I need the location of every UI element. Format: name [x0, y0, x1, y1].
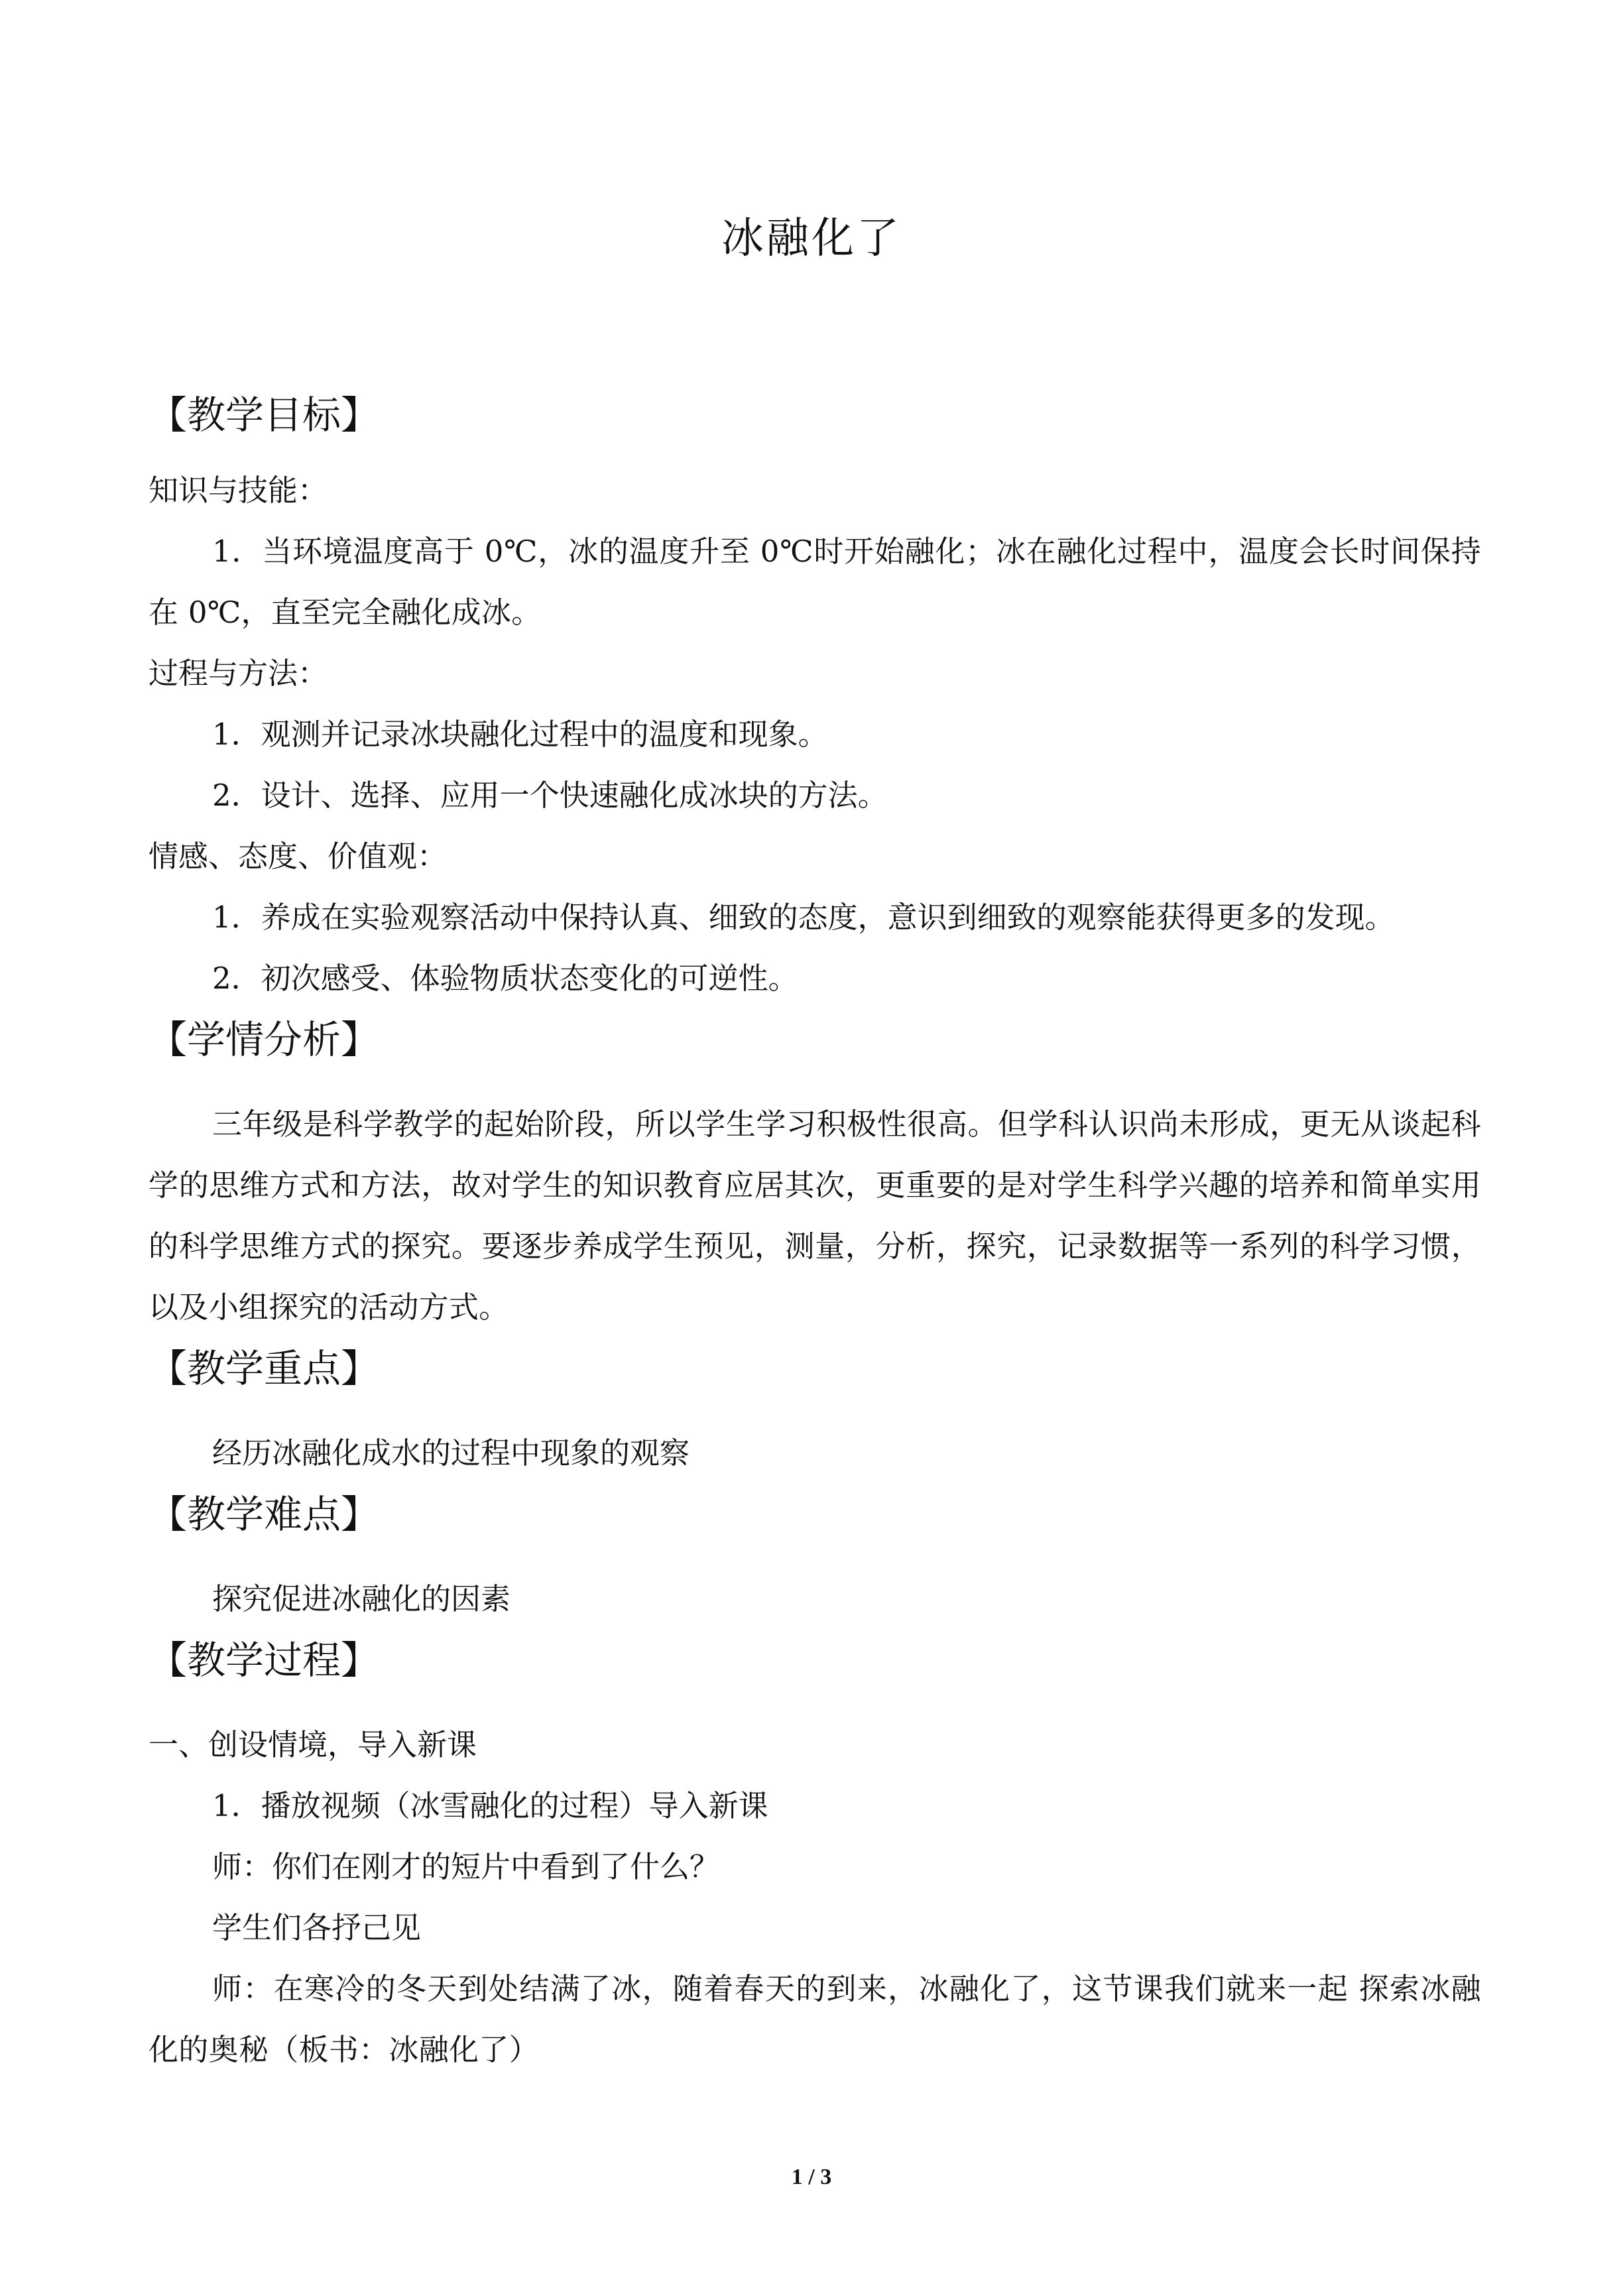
emotion-item-1: 1．养成在实验观察活动中保持认真、细致的态度，意识到细致的观察能获得更多的发现。	[212, 900, 1395, 935]
knowledge-item-1: 1．当环境温度高于 0℃，冰的温度升至 0℃时开始融化；冰在融化过程中，温度会长时间保持在 0℃，直至完全融化成冰。	[149, 534, 1481, 630]
page-number: 1 / 3	[791, 2165, 832, 2189]
document-body	[149, 385, 1481, 2081]
process-item-1: 1．观测并记录冰块融化过程中的温度和现象。	[212, 717, 828, 752]
section-heading-objectives: 【教学目标】	[149, 393, 380, 438]
analysis-paragraph: 三年级是科学教学的起始阶段，所以学生学习积极性很高。但学科认识尚未形成，更无从谈起科学的思维方式和方法，故对学生的知识教育应居其次，更重要的是对学生科学兴趣的培养和简单实用的科学思维方式的探究。要逐步养成学生预见，测量，分析，探究，记录数据等一系列的科学习惯，以及小组探究的活动方式。	[149, 1107, 1481, 1325]
procedure-line-4: 师：在寒冷的冬天到处结满了冰，随着春天的到来，冰融化了，这节课我们就来一起 探索冰融化的奥秘（板书：冰融化了）	[149, 1971, 1481, 2067]
subsection-label-emotion: 情感、态度、价值观：	[149, 839, 448, 874]
document-title: 冰融化了	[721, 214, 902, 263]
key-points-text: 经历冰融化成水的过程中现象的观察	[212, 1435, 690, 1471]
procedure-step-1-label: 一、创设情境，导入新课	[149, 1727, 477, 1762]
procedure-line-3: 学生们各抒己见	[212, 1910, 422, 1945]
section-heading-procedure: 【教学过程】	[149, 1638, 380, 1683]
subsection-label-knowledge: 知识与技能：	[149, 473, 328, 508]
emotion-item-2: 2．初次感受、体验物质状态变化的可逆性。	[212, 961, 798, 996]
procedure-line-1: 1．播放视频（冰雪融化的过程）导入新课	[212, 1788, 768, 1823]
subsection-label-process: 过程与方法：	[149, 656, 328, 691]
section-heading-analysis: 【学情分析】	[149, 1017, 380, 1062]
procedure-line-2: 师：你们在刚才的短片中看到了什么？	[212, 1849, 720, 1884]
process-item-2: 2．设计、选择、应用一个快速融化成冰块的方法。	[212, 778, 888, 813]
section-heading-difficulties: 【教学难点】	[149, 1492, 380, 1537]
difficulties-text: 探究促进冰融化的因素	[212, 1581, 511, 1616]
section-heading-key-points: 【教学重点】	[149, 1346, 380, 1391]
